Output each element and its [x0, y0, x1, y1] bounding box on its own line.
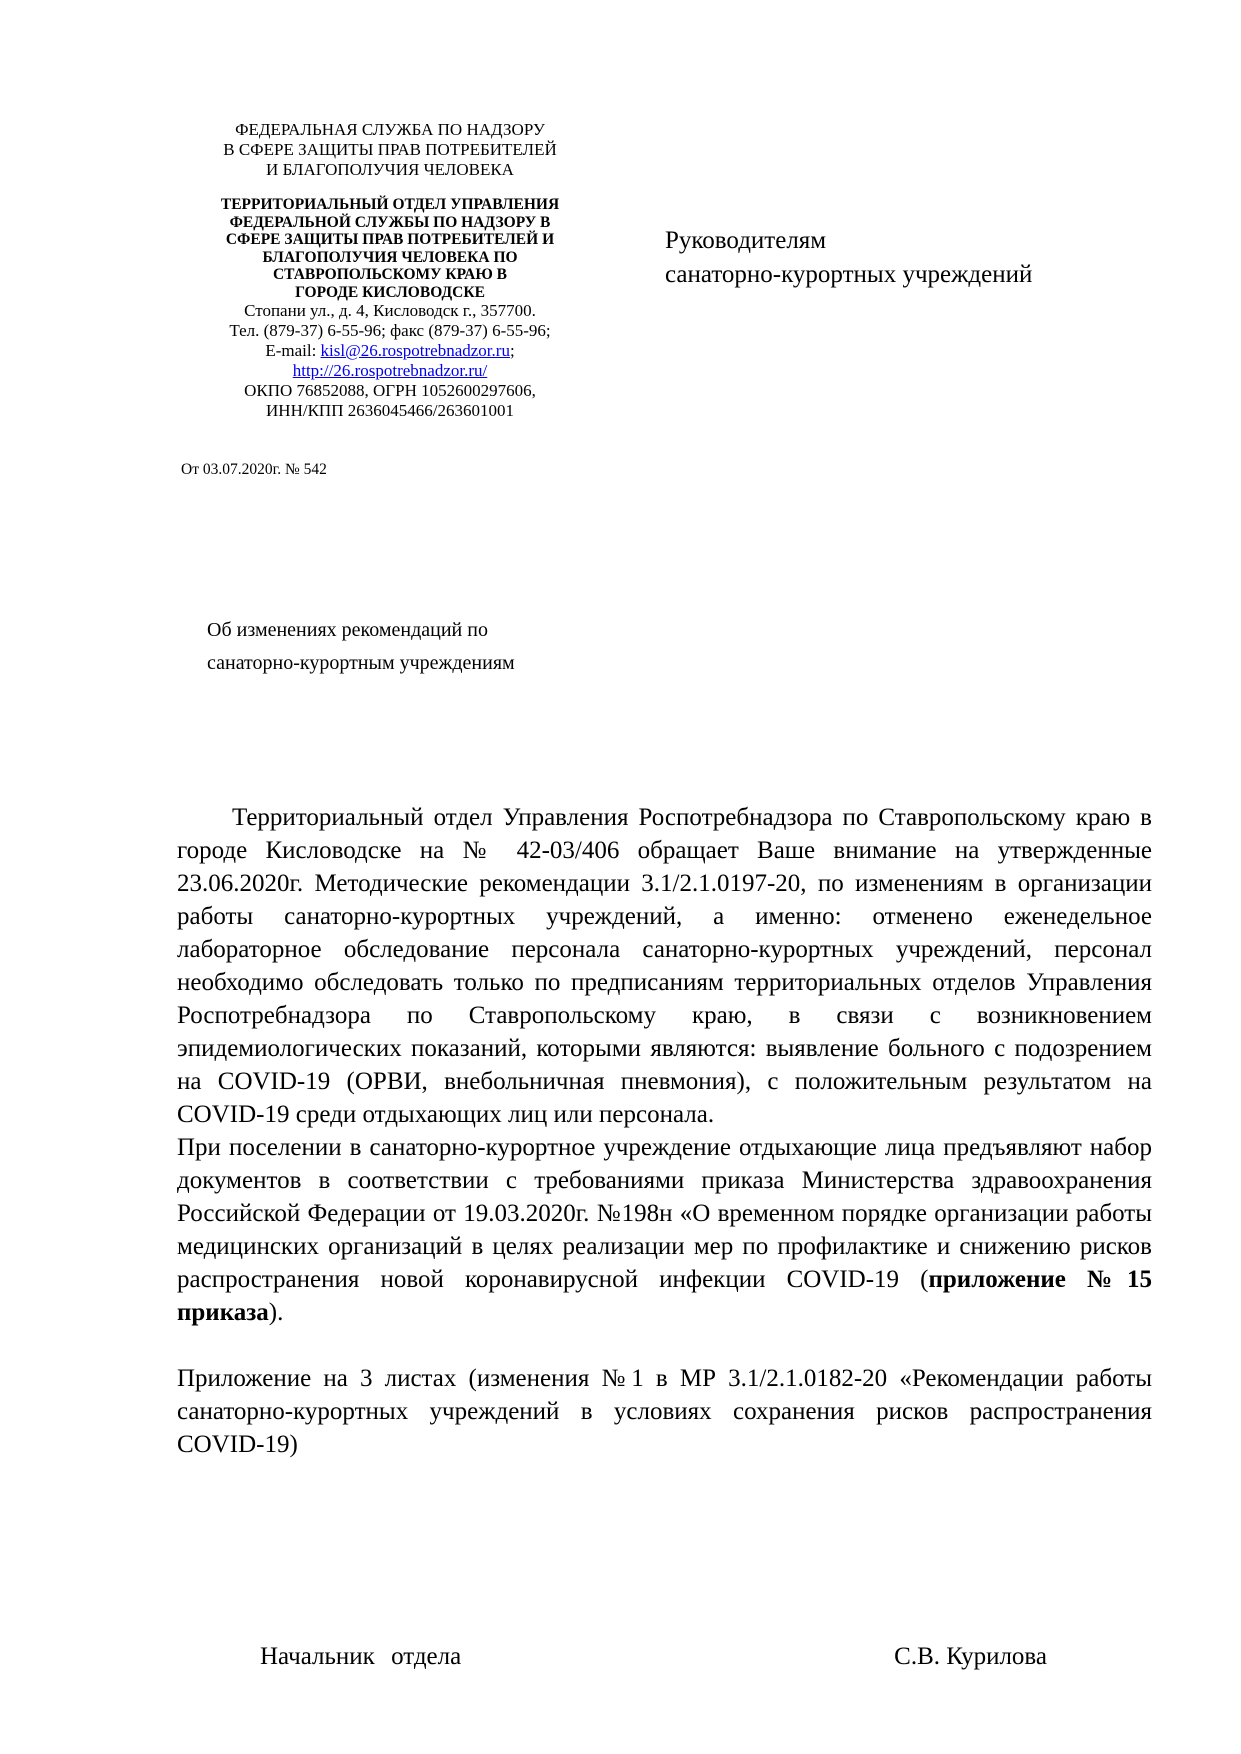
address-line: Стопани ул., д. 4, Кисловодск г., 357700.: [244, 301, 536, 320]
okpo-line: ОКПО 76852088, ОГРН 1052600297606,: [244, 381, 536, 400]
agency-line: И БЛАГОПОЛУЧИЯ ЧЕЛОВЕКА: [266, 160, 514, 179]
paragraph-2-text: При поселении в санаторно-курортное учреждение отдыхающие лица предъявляют набор документов в соответствии с требованиями приказа Министерства здравоохранения Российской Федерации от 19.03.2020г. №198н «О временном порядке организации работы медицинских организаций в целях реализации мер по профилактике и снижению рисков распространения новой коронавирусной инфекции COVID-19 (: [177, 1134, 1152, 1293]
email-suffix: ;: [509, 341, 515, 360]
department-line: ТЕРРИТОРИАЛЬНЫЙ ОТДЕЛ УПРАВЛЕНИЯ: [220, 196, 560, 213]
letterhead: [176, 120, 604, 421]
department-line: БЛАГОПОЛУЧИЯ ЧЕЛОВЕКА ПО: [262, 248, 518, 266]
addressee-line: санаторно-курортных учреждений: [665, 261, 1033, 288]
paragraph-2-end: ).: [268, 1299, 284, 1326]
addressee-line: Руководителям: [665, 227, 827, 254]
subject-line: Об изменениях рекомендаций по: [207, 619, 488, 641]
agency-line: В СФЕРЕ ЗАЩИТЫ ПРАВ ПОТРЕБИТЕЛЕЙ: [223, 140, 557, 159]
agency-name: [176, 120, 604, 180]
department-line: ФЕДЕРАЛЬНОЙ СЛУЖБЫ ПО НАДЗОРУ В: [229, 213, 551, 231]
subject-line: санаторно-курортным учреждениям: [207, 652, 515, 674]
signatory-name: С.В. Курилова: [894, 1643, 1047, 1670]
contacts-block: [176, 301, 604, 421]
body-paragraph-2: [177, 1131, 1152, 1329]
letter-date: От 03.07.2020г. № 542: [181, 461, 327, 478]
department-line: СФЕРЕ ЗАЩИТЫ ПРАВ ПОТРЕБИТЕЛЕЙ И: [225, 231, 555, 248]
website-line: [176, 361, 604, 381]
appendix-reference: приложение №15 приказа: [177, 1266, 1152, 1326]
letter-body: [177, 801, 1152, 1461]
department-line: ГОРОДЕ КИСЛОВОДСКЕ: [295, 283, 485, 301]
agency-line: ФЕДЕРАЛЬНАЯ СЛУЖБА ПО НАДЗОРУ: [235, 120, 545, 139]
letter-subject: [207, 614, 515, 680]
attachment-note: Приложение на 3 листах (изменения №1 в МР 3.1/2.1.0182-20 «Рекомендации работы санаторно-курортных учреждений в условиях сохранения рисков распространения COVID-19): [177, 1365, 1152, 1458]
addressee: [665, 224, 1032, 292]
department-line: СТАВРОПОЛЬСКОМУ КРАЮ В: [272, 266, 508, 283]
paragraph-gap: [177, 1329, 1152, 1362]
department-name: [176, 196, 604, 301]
email-label: E-mail:: [265, 341, 321, 360]
inn-line: ИНН/КПП 2636045466/263601001: [266, 401, 514, 420]
signatory-position: Начальник отдела: [260, 1643, 462, 1670]
body-paragraph-1: Территориальный отдел Управления Роспотребнадзора по Ставропольскому краю в городе Кисловодске на № 42-03/406 обращает Ваше внимание на утвержденные 23.06.2020г. Методические рекомендации 3.1/2.1.0197-20, по изменениям в организации работы санаторно-курортных учреждений, а именно: отменено еженедельное лабораторное обследование персонала санаторно-курортных учреждений, персонал необходимо обследовать только по предписаниям территориальных отделов Управления Роспотребнадзора по Ставропольскому краю, в связи с возникновением эпидемиологических показаний, которыми являются: выявление больного с подозрением на COVID-19 (ОРВИ, внебольничная пневмония), с положительным результатом на COVID-19 среди отдыхающих лиц или персонала.: [177, 804, 1152, 1128]
email-line: [176, 341, 604, 361]
website-link[interactable]: http://26.rospotrebnadzor.ru/: [292, 361, 488, 380]
phone-line: Тел. (879-37) 6-55-96; факс (879-37) 6-55-96;: [229, 321, 551, 340]
email-link[interactable]: kisl@26.rospotrebnadzor.ru: [320, 341, 510, 360]
